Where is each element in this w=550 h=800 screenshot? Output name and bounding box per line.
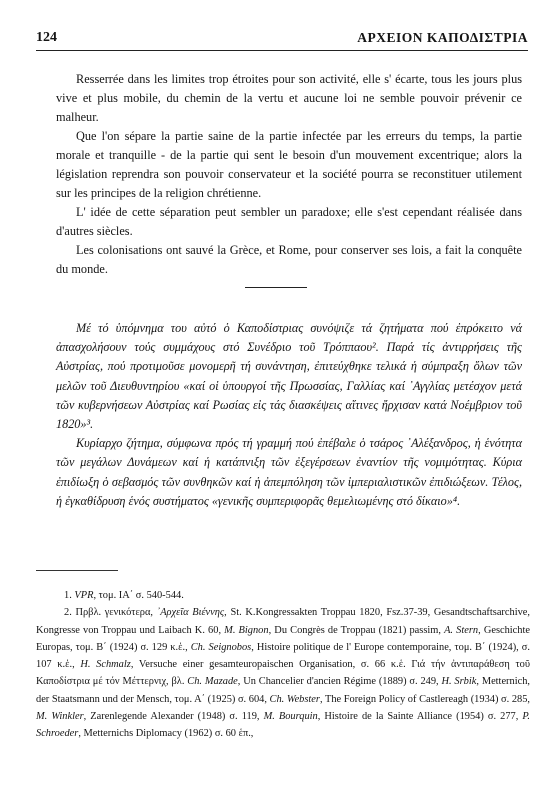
french-quotation	[56, 70, 522, 279]
footnote-text: , Histoire politique de l' Europe contemporaine, τομ. Β΄ (1924), σ. 107 κ.ἑ.,	[36, 641, 530, 671]
french-paragraph: Resserrée dans les limites trop étroites pour son activité, elle s' écarte, tous les jours plus vive et plus mobile, du chemin de la vertu et aucune loi ne semble pouvoir prévenir ce malheur.	[56, 72, 522, 124]
running-title: ΑΡΧΕΙΟΝ ΚΑΠΟΔΙΣΤΡΙΑ	[357, 30, 528, 45]
footnote-text: , Histoire de la Sainte Alliance (1954) σ. 277,	[317, 711, 523, 723]
footnote-author: Ch. Seignobos	[190, 641, 252, 653]
greek-paragraph: Κυρίαρχο ζήτημα, σύμφωνα πρός τή γραμμή πού ἐπέβαλε ὁ τσάρος ᾿Αλέξανδρος, ἡ ἑνότητα τῶν μεγάλων Δυνάμεων καί ἡ κατάπνιξη τῶν ἐξεγέρσεων ἐναντίον τῆς νομιμότητας. Κύρια ἐπιδίωξη ὁ σεβασμός τῶν συνθηκῶν καί ἡ ἀπεμπόληση τῶν ἰμπεριαλιστικῶν ἐπιδιώξεων. Τέλος, ἡ ἐγκαθίδρυση ἑνός συστήματος «γενικῆς συμπεριφορᾶς θεμελιωμένης στό δίκαιο»⁴.	[56, 436, 522, 508]
footnote-author: Ch. Mazade	[187, 676, 238, 688]
section-divider	[245, 287, 307, 288]
footnote-text: , The Foreign Policy of Castlereagh (1934) σ. 285,	[319, 693, 530, 705]
footnote-source: VPR	[74, 590, 94, 601]
footnote-text: , Un Chancelier d'ancien Régime (1889) σ. 249,	[237, 676, 442, 688]
footnote-author: Ch. Webster	[269, 693, 320, 705]
footnote-author: H. Schmalz	[80, 659, 131, 671]
french-paragraph: L' idée de cette séparation peut sembler un paradoxe; elle s'est cependant réalisée dans d'autres siècles.	[56, 205, 522, 238]
footnote-text: 2. Πρβλ. γενικότερα,	[64, 607, 157, 619]
footnote-1	[36, 587, 530, 604]
french-paragraph: Les colonisations ont sauvé la Grèce, et Rome, pour conserver ses lois, a fait la conquête du monde.	[56, 243, 522, 276]
footnote-details: , τομ. ΙΑ΄ σ. 540-544.	[93, 590, 184, 601]
footnotes	[36, 587, 530, 743]
footnote-text: , Geschichte Europas, τομ. Β΄ (1924) σ. 129 κ.ἑ.,	[36, 624, 530, 653]
footnote-text: , Metternich, der Staatsmann und der Mensch, τομ. Α΄ (1925) σ. 604,	[36, 676, 531, 705]
footnote-archive-title: ᾿Αρχεῖα Βιέννης	[156, 607, 225, 619]
footnote-text: , Zarenlegende Alexander (1948) σ. 119,	[83, 711, 264, 723]
footnote-text: , Du Congrès de Troppau (1821) passim,	[268, 624, 445, 636]
greek-paragraph: Μέ τό ὑπόμνημα του αὐτό ὁ Καποδίστριας συνόψιζε τά ζητήματα πού ἐπρόκειτο νά ἀπασχολήσουν τούς συμμάχους στό Συνέδριο τοῦ Τρόππαου². Παρά τίς ἀντιρρήσεις τῆς Αὐστρίας, πού προτιμοῦσε μονομερῆ τή συνάντηση, ἐπιτεύχθηκε τελικά ἡ σύμπραξη ὅλων τῶν μελῶν τοῦ Διευθυντηρίου «καί οἱ ὑπουργοί τῆς Πρωσσίας, Γαλλίας καί ᾿Αγγλίας μετέσχον μετά τῶν κυβερνήσεων Αὐστρίας καί Ρωσίας εἰς τάς διασκέψεις αἵτινες ἤρχισαν κατά Νοέμβριον τοῦ 1820»³.	[56, 321, 522, 432]
footnote-2	[36, 604, 530, 742]
footnote-author: P. Schroeder	[36, 711, 530, 740]
page-number: 124	[36, 30, 57, 45]
page-header	[36, 30, 528, 50]
footnote-rule	[36, 570, 118, 571]
footnote-ref: 1.	[64, 590, 75, 601]
french-paragraph: Que l'on sépare la partie saine de la partie infectée par les erreurs du temps, la partie morale et tranquille - de la partie qui sent le besoin d'un mouvement excentrique; alors la législation reprendra son pouvoir conservateur et la société pourra se reconstituer utilement sur les principes de la religion chrétienne.	[56, 129, 522, 200]
greek-commentary	[56, 319, 522, 511]
footnote-text: , Metternichs Diplomacy (1962) σ. 60 ἑπ.,	[78, 728, 254, 740]
footnote-author: H. Srbik	[441, 676, 477, 688]
footnote-author: M. Bourquin	[263, 711, 318, 723]
footnote-text: , Versuche einer gesamteuropaischen Organisation, σ. 66 κ.ἑ. Γιά τήν ἀντιπαράθεση τοῦ Καποδίστρια μέ τόν Μέττερνιχ, βλ.	[36, 659, 530, 688]
footnote-text: , St. K.Kongressakten Troppau 1820, Fsz.37-39, Gesandtschaftsarchive, Kongresse von Troppau und Laibach K. 60,	[36, 607, 530, 636]
footnote-author: M. Winkler	[36, 711, 84, 723]
footnote-author: A. Stern	[444, 624, 479, 636]
header-rule	[36, 50, 528, 51]
footnote-author: M. Bignon	[224, 624, 269, 636]
